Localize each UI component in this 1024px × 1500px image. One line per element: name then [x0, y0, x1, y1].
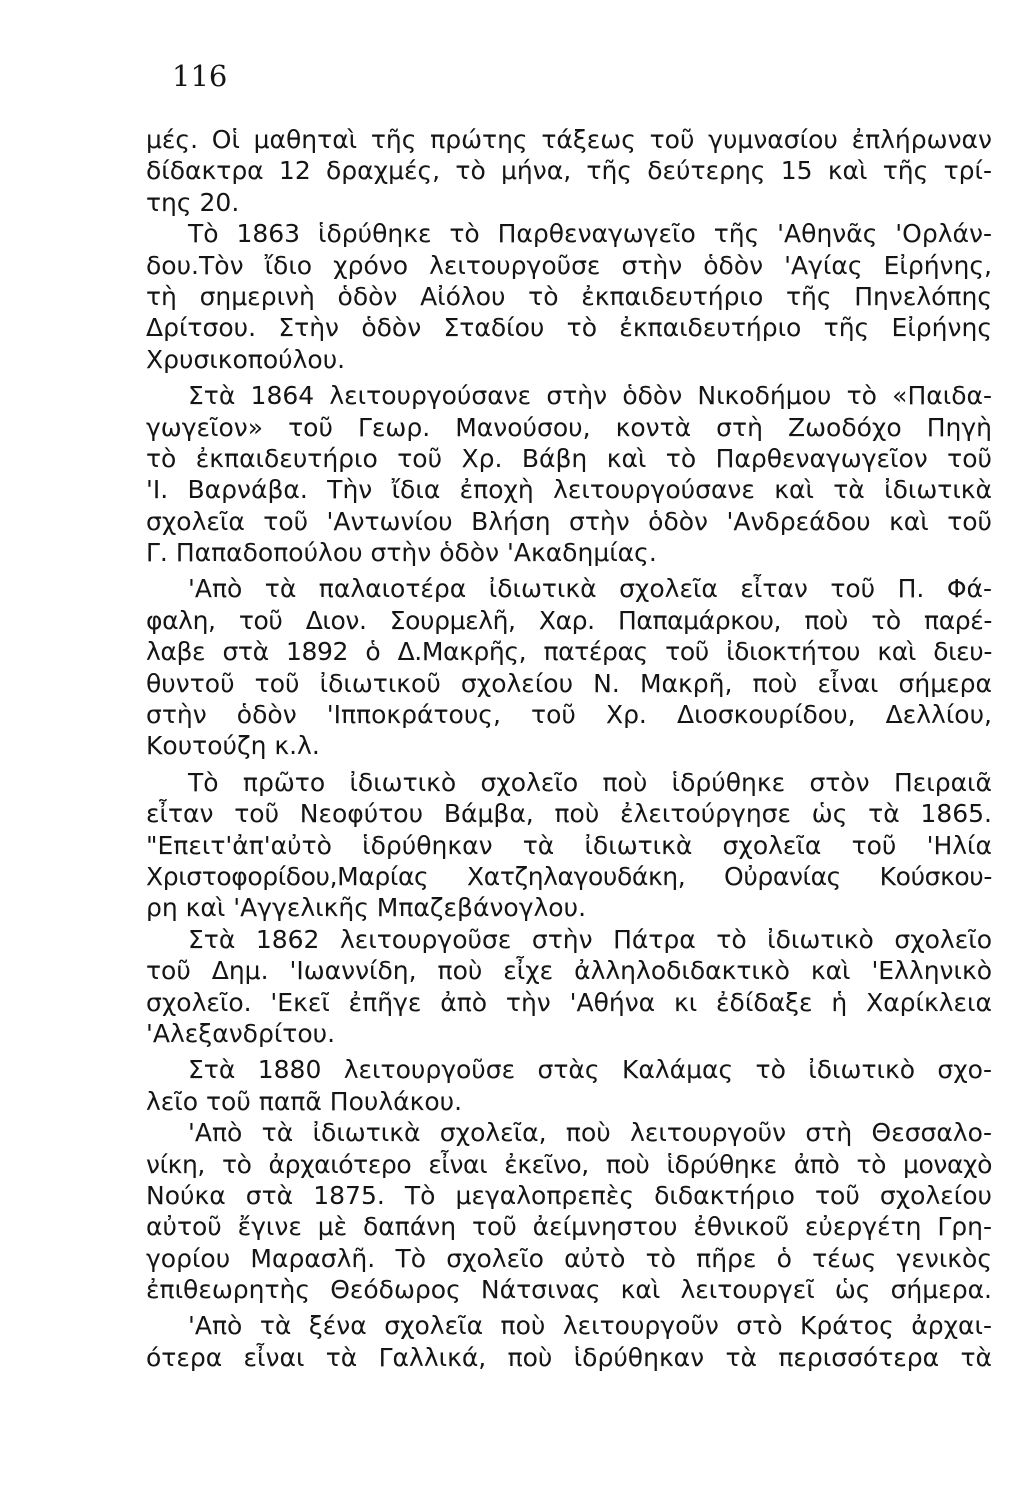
text-line: μές. Οἱ μαθηταὶ τῆς πρώτης τάξεως τοῦ γυμνασίου ἐπλήρωναν: [146, 125, 992, 154]
text-line: θυντοῦ τοῦ ἰδιωτικοῦ σχολείου Ν. Μακρῆ, ποὺ εἶναι σήμερα: [146, 668, 992, 698]
text-line: ρη καὶ 'Αγγελικῆς Μπαζεβάνογλου.: [146, 893, 587, 923]
text-line: "Επειτ'ἀπ'αὐτὸ ἱδρύθηκαν τὰ ἰδιωτικὰ σχολεῖα τοῦ 'Ηλία: [146, 830, 992, 860]
paragraph-first-line: Στὰ 1864 λειτουργούσανε στὴν ὁδὸν Νικοδήμου τὸ «Παιδα-: [188, 381, 992, 411]
text-line: ότερα εἶναι τὰ Γαλλικά, ποὺ ἱδρύθηκαν τὰ περισσότερα τὰ: [146, 1342, 992, 1372]
text-line: νίκη, τὸ ἀρχαιότερο εἶναι ἐκεῖνο, ποὺ ἱδρύθηκε ἀπὸ τὸ μοναχὸ: [146, 1149, 992, 1179]
text-line: δου.Τὸν ἴδιο χρόνο λειτουργοῦσε στὴν ὁδὸν 'Αγίας Εἰρήνης,: [146, 250, 992, 280]
body-text: [146, 124, 992, 1373]
paragraph-first-line: Στὰ 1862 λειτουργοῦσε στὴν Πάτρα τὸ ἰδιωτικὸ σχολεῖο: [188, 924, 992, 954]
text-line: σχολεῖο. 'Εκεῖ ἐπῆγε ἀπὸ τὴν 'Αθήνα κι ἐδίδαξε ἡ Χαρίκλεια: [146, 987, 992, 1017]
text-line: γωγεῖον» τοῦ Γεωρ. Μανούσου, κοντὰ στὴ Ζωοδόχο Πηγὴ: [146, 412, 992, 442]
text-line: Νούκα στὰ 1875. Τὸ μεγαλοπρεπὲς διδακτήριο τοῦ σχολείου: [146, 1180, 992, 1210]
text-line: εἶταν τοῦ Νεοφύτου Βάμβα, ποὺ ἐλειτούργησε ὡς τὰ 1865.: [146, 799, 992, 829]
paragraph-first-line: 'Απὸ τὰ ξένα σχολεῖα ποὺ λειτουργοῦν στὸ Κράτος ἀρχαι-: [188, 1311, 992, 1341]
text-line: λεῖο τοῦ παπᾶ Πουλάκου.: [146, 1086, 463, 1116]
page-number: 116: [172, 59, 228, 93]
text-line: φαλη, τοῦ Διον. Σουρμελῆ, Χαρ. Παπαμάρκου, ποὺ τὸ παρέ-: [146, 605, 992, 635]
paragraph-first-line: Στὰ 1880 λειτουργοῦσε στὰς Καλάμας τὸ ἰδιωτικὸ σχο-: [188, 1055, 992, 1085]
text-line: Χριστοφορίδου,Μαρίας Χατζηλαγουδάκη, Οὐρανίας Κούσκου-: [146, 861, 992, 891]
text-line: γορίου Μαρασλῆ. Τὸ σχολεῖο αὐτὸ τὸ πῆρε ὁ τέως γενικὸς: [146, 1243, 992, 1273]
text-line: στὴν ὁδὸν 'Ιπποκράτους, τοῦ Χρ. Διοσκουρίδου, Δελλίου,: [146, 700, 992, 730]
paragraph-first-line: 'Απὸ τὰ ἰδιωτικὰ σχολεῖα, ποὺ λειτουργοῦν στὴ Θεσσαλο-: [188, 1118, 992, 1148]
paragraph-first-line: Τὸ πρῶτο ἰδιωτικὸ σχολεῖο ποὺ ἱδρύθηκε στὸν Πειραιᾶ: [188, 767, 992, 797]
text-line: τὸ ἐκπαιδευτήριο τοῦ Χρ. Βάβη καὶ τὸ Παρθεναγωγεῖον τοῦ: [146, 443, 992, 473]
text-line: τοῦ Δημ. 'Ιωαννίδη, ποὺ εἶχε ἀλληλοδιδακτικὸ καὶ 'Ελληνικὸ: [146, 956, 992, 986]
text-line: δίδακτρα 12 δραχμές, τὸ μήνα, τῆς δεύτερης 15 καὶ τῆς τρί-: [146, 156, 992, 186]
text-line: της 20.: [146, 187, 240, 217]
text-line: Γ. Παπαδοπούλου στὴν ὁδὸν 'Ακαδημίας.: [146, 538, 657, 568]
text-line: ἐπιθεωρητὴς Θεόδωρος Νάτσινας καὶ λειτουργεῖ ὡς σήμερα.: [146, 1275, 992, 1305]
paragraph-first-line: 'Απὸ τὰ παλαιοτέρα ἰδιωτικὰ σχολεῖα εἶταν τοῦ Π. Φά-: [188, 574, 992, 604]
text-line: Χρυσικοπούλου.: [146, 344, 346, 374]
text-line: αὐτοῦ ἔγινε μὲ δαπάνη τοῦ ἀείμνηστου ἐθνικοῦ εὐεργέτη Γρη-: [146, 1212, 992, 1242]
text-line: 'Ι. Βαρνάβα. Τὴν ἴδια ἐποχὴ λειτουργούσανε καὶ τὰ ἰδιωτικὰ: [146, 475, 992, 505]
text-line: τὴ σημερινὴ ὁδὸν Αἰόλου τὸ ἐκπαιδευτήριο τῆς Πηνελόπης: [146, 281, 992, 311]
paragraph-first-line: Τὸ 1863 ἱδρύθηκε τὸ Παρθεναγωγεῖο τῆς 'Αθηνᾶς 'Ορλάν-: [188, 219, 992, 249]
text-line: Δρίτσου. Στὴν ὁδὸν Σταδίου τὸ ἐκπαιδευτήριο τῆς Εἰρήνης: [146, 313, 992, 343]
text-line: Κουτούζη κ.λ.: [146, 731, 320, 761]
text-line: λαβε στὰ 1892 ὁ Δ.Μακρῆς, πατέρας τοῦ ἰδιοκτήτου καὶ διευ-: [146, 637, 992, 667]
text-line: 'Αλεξανδρίτου.: [146, 1018, 336, 1048]
text-line: σχολεῖα τοῦ 'Αντωνίου Βλήση στὴν ὁδὸν 'Ανδρεάδου καὶ τοῦ: [146, 506, 992, 536]
